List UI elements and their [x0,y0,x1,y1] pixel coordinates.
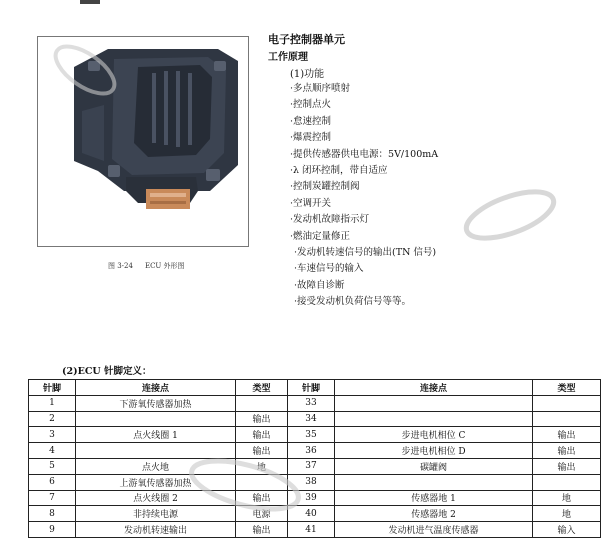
table-cell: 地 [236,458,288,474]
figure-number: 图 3-24 [108,262,133,270]
table-cell: 输出 [533,427,601,443]
list-item: ·爆震控制 [290,132,332,144]
table-cell: 5 [29,458,76,474]
list-item: ·空调开关 [290,197,332,209]
table-cell: 地 [533,506,601,522]
table-row [29,522,601,538]
section-title: 电子控制器单元 [268,33,345,46]
table-row [29,474,601,490]
list-item: ·故障自诊断 [294,279,345,291]
ecu-image [68,41,246,219]
header-pin: 针脚 [288,380,335,396]
header-connection: 连接点 [76,380,236,396]
table-cell: 39 [288,490,335,506]
header-type: 类型 [533,380,601,396]
table-cell: 40 [288,506,335,522]
table-row [29,427,601,443]
table-cell: 地 [533,490,601,506]
list-item: ·发动机转速信号的输出(TN 信号) [294,247,437,259]
table-cell: 8 [29,506,76,522]
table-cell: 步进电机相位 D [335,443,533,459]
table-row [29,395,601,411]
table-cell: 输出 [533,458,601,474]
table-cell: 33 [288,395,335,411]
table-cell: 下游氧传感器加热 [76,395,236,411]
header-pin: 针脚 [29,380,76,396]
table-cell: 1 [29,395,76,411]
table-cell [533,411,601,427]
table-cell: 9 [29,522,76,538]
table-cell [335,411,533,427]
list-item: ·多点顺序喷射 [290,83,351,94]
table-cell [76,411,236,427]
table-row [29,506,601,522]
function-list [290,81,438,311]
table-cell: 点火地 [76,458,236,474]
table-cell: 6 [29,474,76,490]
table-cell: 传感器地 1 [335,490,533,506]
table-row [29,490,601,506]
table-header-row [29,380,601,396]
table-cell: 步进电机相位 C [335,427,533,443]
list-item: ·燃油定量修正 [290,230,351,242]
table-cell: 输出 [236,522,288,538]
table-cell: 电源 [236,506,288,522]
table-cell: 点火线圈 2 [76,490,236,506]
table-cell: 3 [29,427,76,443]
figure-caption [108,261,197,271]
table-row [29,458,601,474]
table-cell [335,474,533,490]
table-cell: 输出 [236,490,288,506]
list-item: ·怠速控制 [290,115,332,127]
table-cell: 38 [288,474,335,490]
table-cell [533,395,601,411]
table-cell: 输出 [533,443,601,459]
table-cell: 输入 [533,522,601,538]
pin-definition-table [28,379,601,538]
table-cell: 2 [29,411,76,427]
list-item: ·控制点火 [290,99,332,111]
table-row [29,411,601,427]
table-cell [533,474,601,490]
header-connection: 连接点 [335,380,533,396]
table-cell [236,395,288,411]
list-item: ·λ 闭环控制，带自适应 [290,165,388,177]
list-item: ·提供传感器供电电源：5V/100mA [290,148,439,160]
list-item: ·控制炭罐控制阀 [290,181,360,193]
table-row [29,443,601,459]
table-cell: 点火线圈 1 [76,427,236,443]
list-item: ·车速信号的输入 [294,263,364,275]
header-type: 类型 [236,380,288,396]
table-cell [76,443,236,459]
table-cell [335,395,533,411]
table-cell: 发动机进气温度传感器 [335,522,533,538]
table-cell: 输出 [236,411,288,427]
watermark-logo [450,180,580,250]
table-cell: 7 [29,490,76,506]
table-cell: 41 [288,522,335,538]
table-cell: 碳罐阀 [335,458,533,474]
list-item: ·发动机故障指示灯 [290,214,370,226]
table-cell: 35 [288,427,335,443]
functions-heading: (1)功能 [290,69,325,80]
table-cell: 输出 [236,443,288,459]
pin-table-heading: (2)ECU 针脚定义： [62,366,152,377]
table-cell: 34 [288,411,335,427]
table-cell: 发动机转速输出 [76,522,236,538]
table-cell: 37 [288,458,335,474]
table-cell: 36 [288,443,335,459]
table-cell: 传感器地 2 [335,506,533,522]
list-item: ·接受发动机负荷信号等等。 [294,296,412,308]
figure-caption-text: ECU 外形图 [144,262,185,270]
ecu-figure [37,36,249,270]
table-cell [236,474,288,490]
table-cell: 输出 [236,427,288,443]
page-top-mark [80,0,100,4]
table-cell: 上游氧传感器加热 [76,474,236,490]
table-cell: 非持续电源 [76,506,236,522]
table-cell: 4 [29,443,76,459]
subsection-title: 工作原理 [268,52,308,63]
